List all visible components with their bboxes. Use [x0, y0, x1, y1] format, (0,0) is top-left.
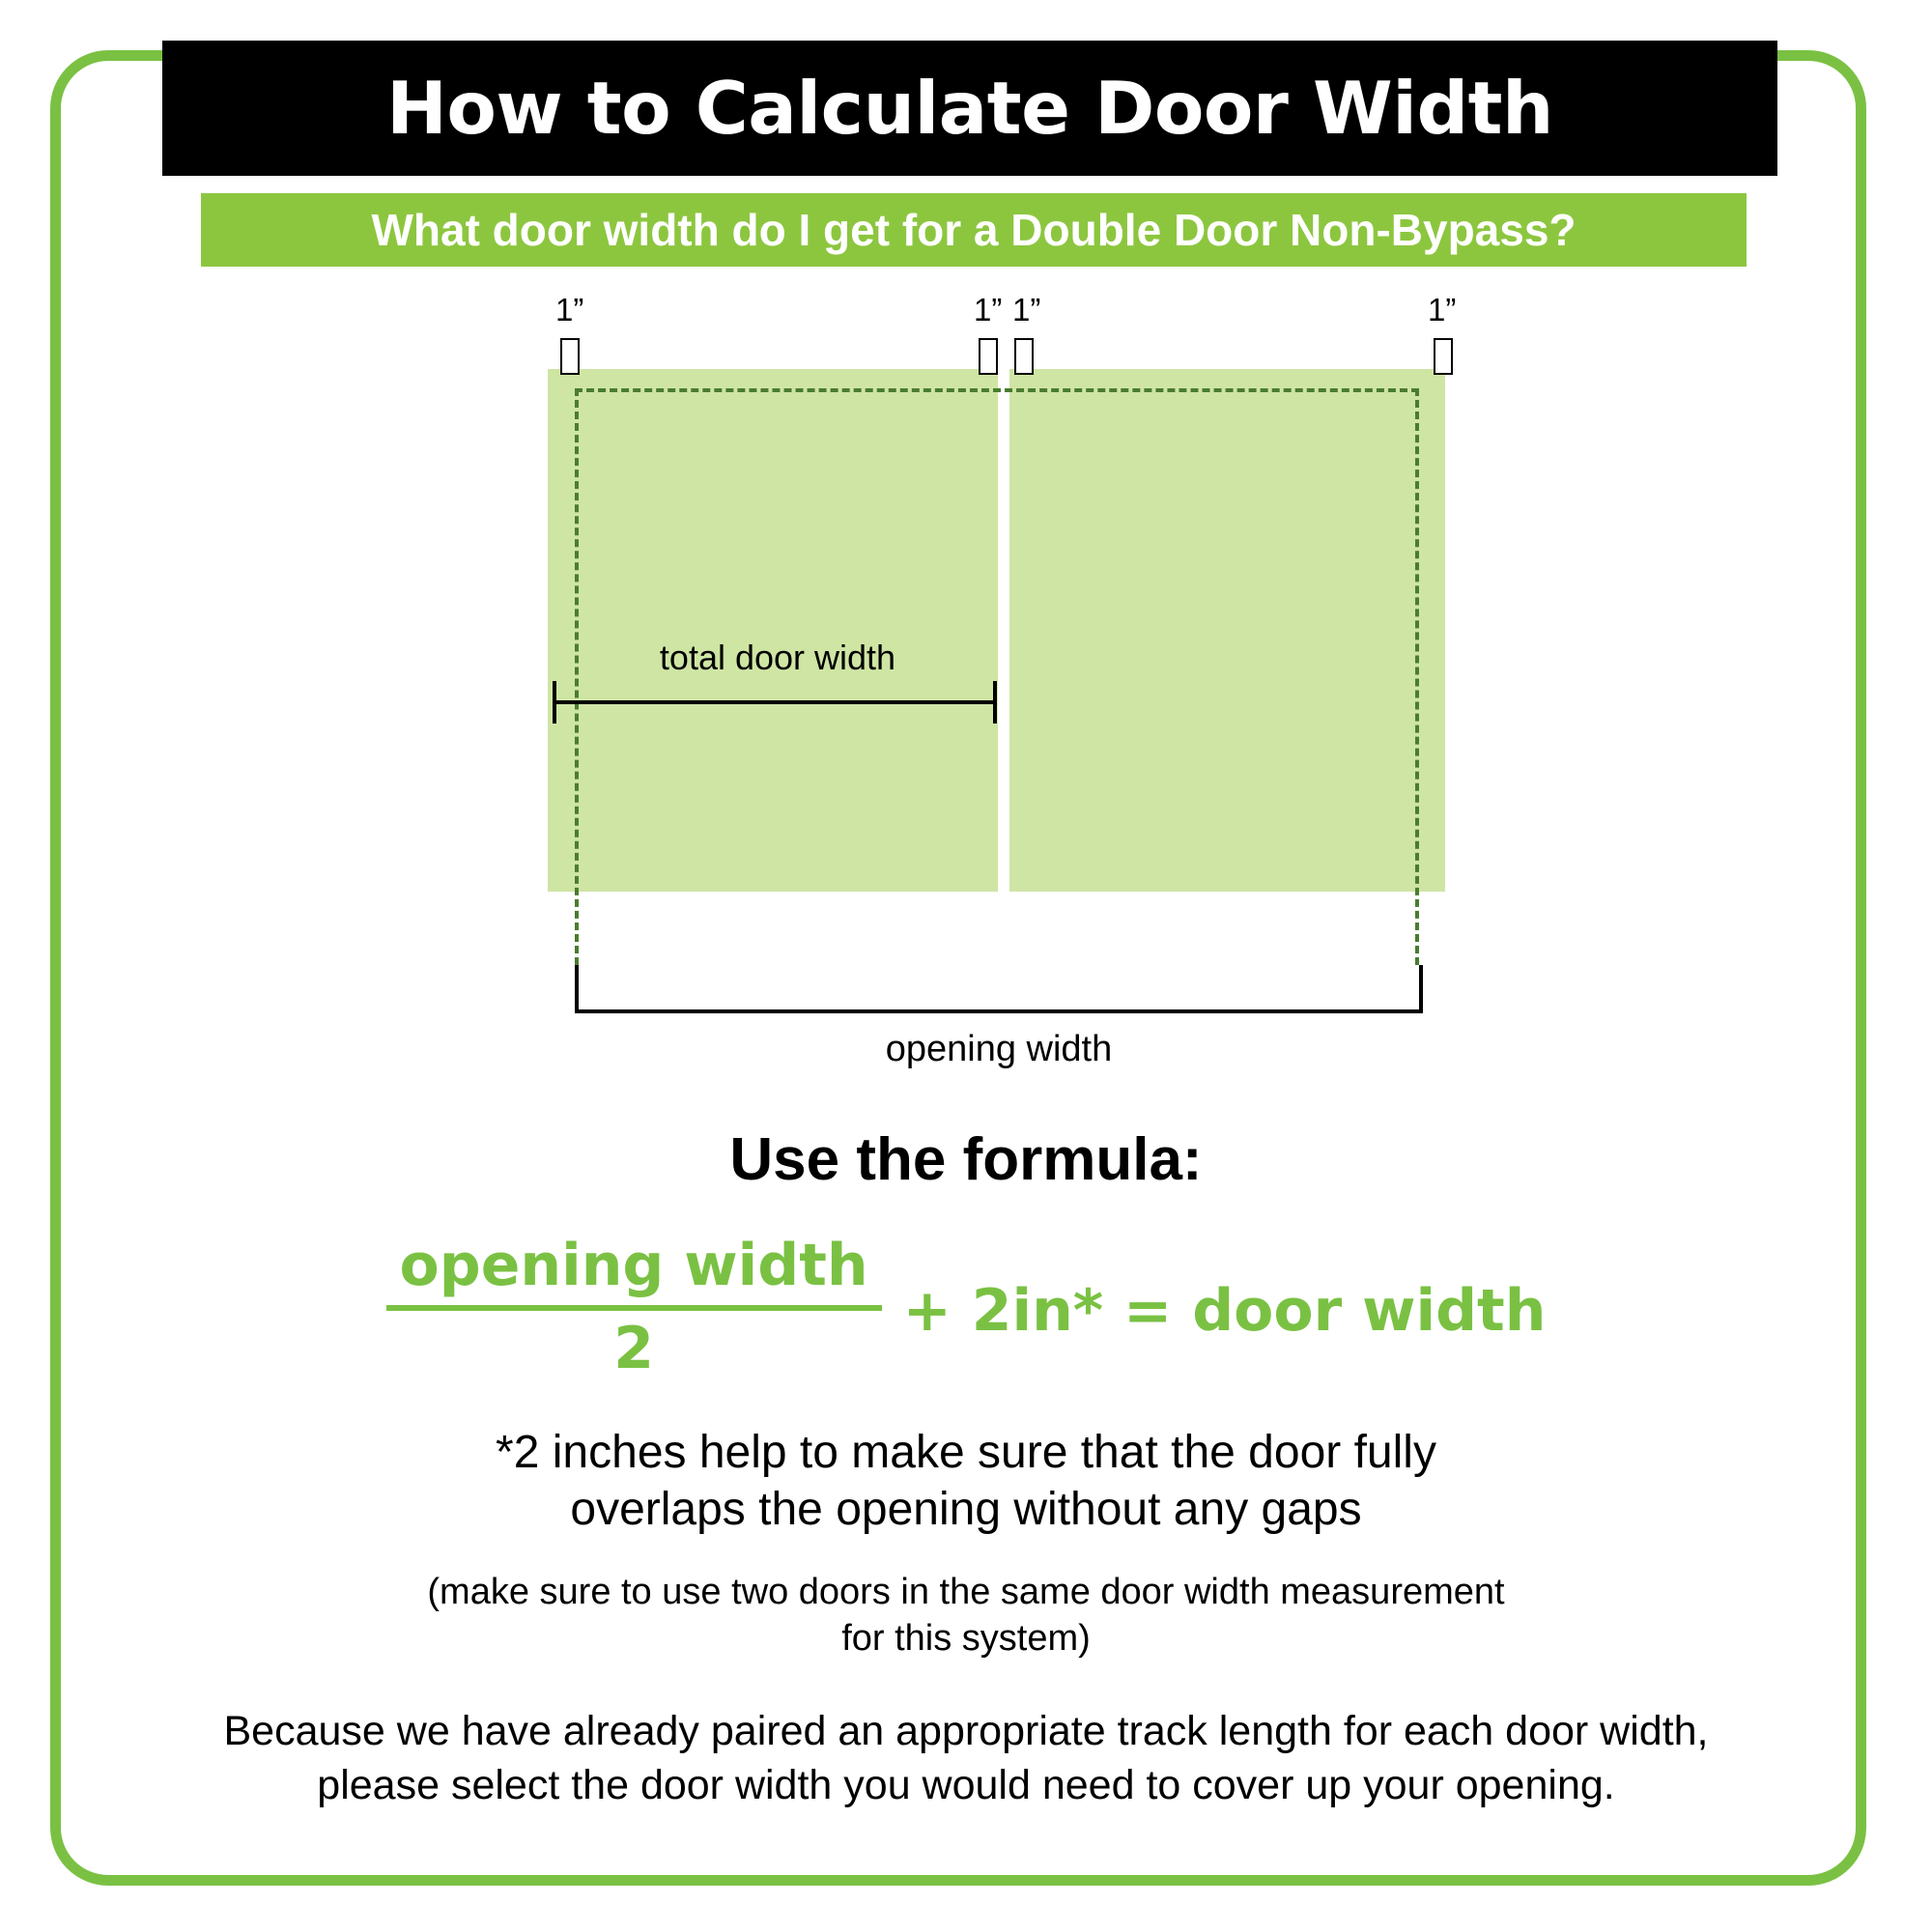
hanger-bracket-1 — [560, 338, 580, 375]
opening-width-measure-line — [575, 1009, 1423, 1013]
formula-denominator: 2 — [613, 1315, 654, 1382]
hanger-bracket-2 — [979, 338, 998, 375]
formula-expression — [0, 1232, 1932, 1382]
asterisk-note-line-1: *2 inches help to make sure that the door fully — [496, 1427, 1436, 1478]
hanger-bracket-4 — [1434, 338, 1453, 375]
formula-numerator: opening width — [399, 1232, 868, 1299]
asterisk-note — [0, 1425, 1932, 1538]
opening-width-tick-left — [575, 965, 579, 1013]
total-door-width-tick-left — [553, 681, 556, 724]
total-door-width-label: total door width — [659, 638, 896, 677]
gap-label-4: 1” — [1428, 292, 1457, 327]
parenthetical-note — [0, 1570, 1932, 1662]
hanger-bracket-3 — [1014, 338, 1034, 375]
subtitle-banner — [201, 193, 1747, 267]
formula-remainder: + 2in* = door width — [902, 1277, 1547, 1345]
gap-label-2: 1” — [974, 292, 1003, 327]
title-banner — [162, 41, 1777, 176]
closing-note — [0, 1705, 1932, 1813]
parenthetical-note-line-2: for this system) — [841, 1617, 1091, 1659]
gap-label-1: 1” — [555, 292, 584, 327]
formula-heading: Use the formula: — [729, 1126, 1203, 1193]
subtitle-text: What door width do I get for a Double Door Non-Bypass? — [371, 205, 1577, 255]
closing-note-line-1: Because we have already paired an appropriate track length for each door width, — [223, 1708, 1709, 1754]
page-title: How to Calculate Door Width — [386, 66, 1553, 151]
opening-width-label: opening width — [885, 1029, 1113, 1069]
parenthetical-note-line-1: (make sure to use two doors in the same door width measurement — [427, 1572, 1505, 1612]
opening-width-tick-right — [1419, 965, 1423, 1013]
asterisk-note-line-2: overlaps the opening without any gaps — [570, 1483, 1362, 1535]
formula-fraction — [386, 1232, 882, 1382]
door-diagram — [0, 280, 1932, 1082]
total-door-width-measure-line — [553, 700, 997, 704]
total-door-width-tick-right — [993, 681, 997, 724]
gap-label-3: 1” — [1012, 292, 1041, 327]
closing-note-line-2: please select the door width you would need to cover up your opening. — [317, 1761, 1615, 1808]
